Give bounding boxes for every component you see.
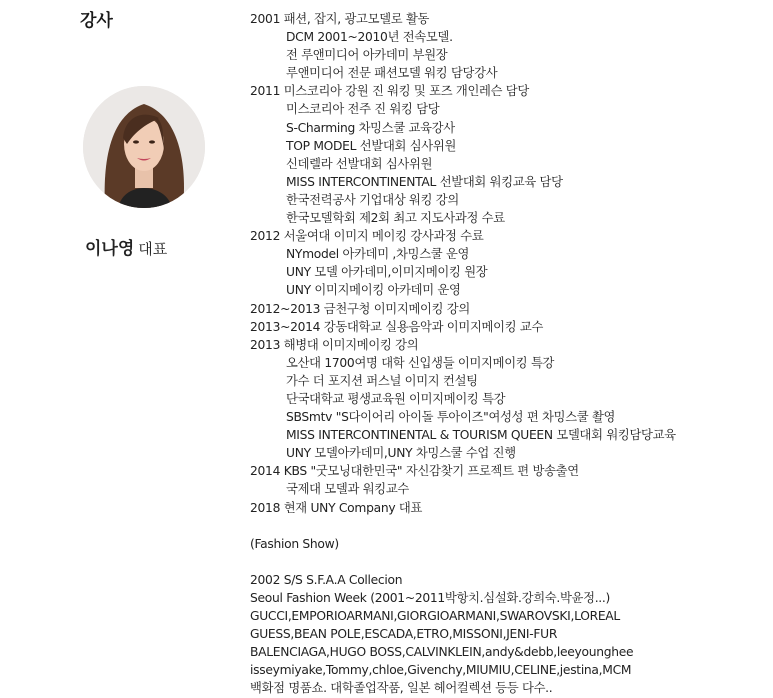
- fashion-show-item: BALENCIAGA,HUGO BOSS,CALVINKLEIN,andy&debb,leeyounghee: [250, 645, 634, 660]
- career-item: DCM 2001~2010년 전속모델.: [286, 30, 453, 45]
- career-item: 2013 해병대 이미지메이킹 강의: [250, 337, 419, 352]
- career-item: UNY 이미지메이킹 아카데미 운영: [286, 283, 461, 298]
- career-item: 루앤미디어 전문 패션모델 워킹 담당강사: [286, 66, 498, 81]
- instructor-name: 이나영: [85, 239, 135, 259]
- career-item: 2013~2014 강동대학교 실용음악과 이미지메이킹 교수: [250, 319, 544, 334]
- fashion-show-item: isseymiyake,Tommy,chloe,Givenchy,MIUMIU,CELINE,jestina,MCM: [250, 663, 632, 678]
- career-item: 2012 서울여대 이미지 메이킹 강사과정 수료: [250, 229, 484, 244]
- career-item: 2014 KBS "굿모닝대한민국" 자신감찾기 프로젝트 편 방송출연: [250, 464, 579, 479]
- career-item: S-Charming 차밍스쿨 교육강사: [286, 120, 455, 135]
- fashion-show-item: Seoul Fashion Week (2001~2011박항치.심설화.강희숙.박윤정...): [250, 591, 611, 605]
- fashion-show-heading: (Fashion Show): [250, 536, 339, 551]
- career-item: SBSmtv "S다이어리 아이돌 투아이즈"여성성 편 차밍스쿨 촬영: [286, 410, 616, 425]
- fashion-show-item: GUESS,BEAN POLE,ESCADA,ETRO,MISSONI,JENI-FUR: [250, 627, 558, 642]
- career-item: 단국대학교 평생교육원 이미지메이킹 특강: [286, 391, 506, 406]
- career-item: 미스코리아 전주 진 워킹 담당: [286, 102, 440, 117]
- career-item: 2012~2013 금천구청 이미지메이킹 강의: [250, 301, 470, 316]
- career-item: 2001 패션, 잡지, 광고모델로 활동: [250, 12, 430, 26]
- career-item: MISS INTERCONTINENTAL & TOURISM QUEEN 모델대회 워킹담당교육: [286, 428, 676, 443]
- career-item: MISS INTERCONTINENTAL 선발대회 워킹교육 담당: [286, 174, 563, 189]
- career-item: 2018 현재 UNY Company 대표: [250, 500, 423, 515]
- career-item: 가수 더 포지션 퍼스널 이미지 컨설팅: [286, 373, 478, 388]
- career-item: 오산대 1700여명 대학 신입생들 이미지메이킹 특강: [286, 355, 555, 370]
- career-item: NYmodel 아카데미 ,차밍스쿨 운영: [286, 247, 470, 262]
- section-title: 강사: [80, 11, 113, 31]
- career-list: [250, 10, 765, 698]
- career-item: UNY 모델아카데미,UNY 차밍스쿨 수업 진행: [286, 446, 516, 461]
- instructor-name-block: [85, 234, 167, 259]
- career-item: 전 루앤미디어 아카데미 부원장: [286, 48, 448, 63]
- fashion-show-item: 2002 S/S S.F.A.A Collecion: [250, 572, 403, 587]
- fashion-show-item: GUCCI,EMPORIOARMANI,GIORGIOARMANI,SWAROVSKI,LOREAL: [250, 609, 620, 624]
- instructor-photo: [83, 86, 205, 208]
- career-item: 한국전력공사 기업대상 워킹 강의: [286, 192, 459, 207]
- career-item: 한국모델학회 제2회 최고 지도사과정 수료: [286, 211, 505, 226]
- career-item: TOP MODEL 선발대회 심사위원: [286, 138, 457, 153]
- fashion-show-item: 백화점 명품쇼. 대학졸업작품, 일본 헤어컬렉션 등등 다수..: [250, 681, 553, 696]
- career-item: 2011 미스코리아 강원 진 워킹 및 포즈 개인레슨 담당: [250, 84, 529, 99]
- career-item: 신데렐라 선발대회 심사위원: [286, 156, 433, 171]
- instructor-role: 대표: [138, 240, 168, 258]
- career-item: 국제대 모델과 워킹교수: [286, 482, 410, 497]
- career-item: UNY 모델 아카데미,이미지메이킹 원장: [286, 265, 488, 280]
